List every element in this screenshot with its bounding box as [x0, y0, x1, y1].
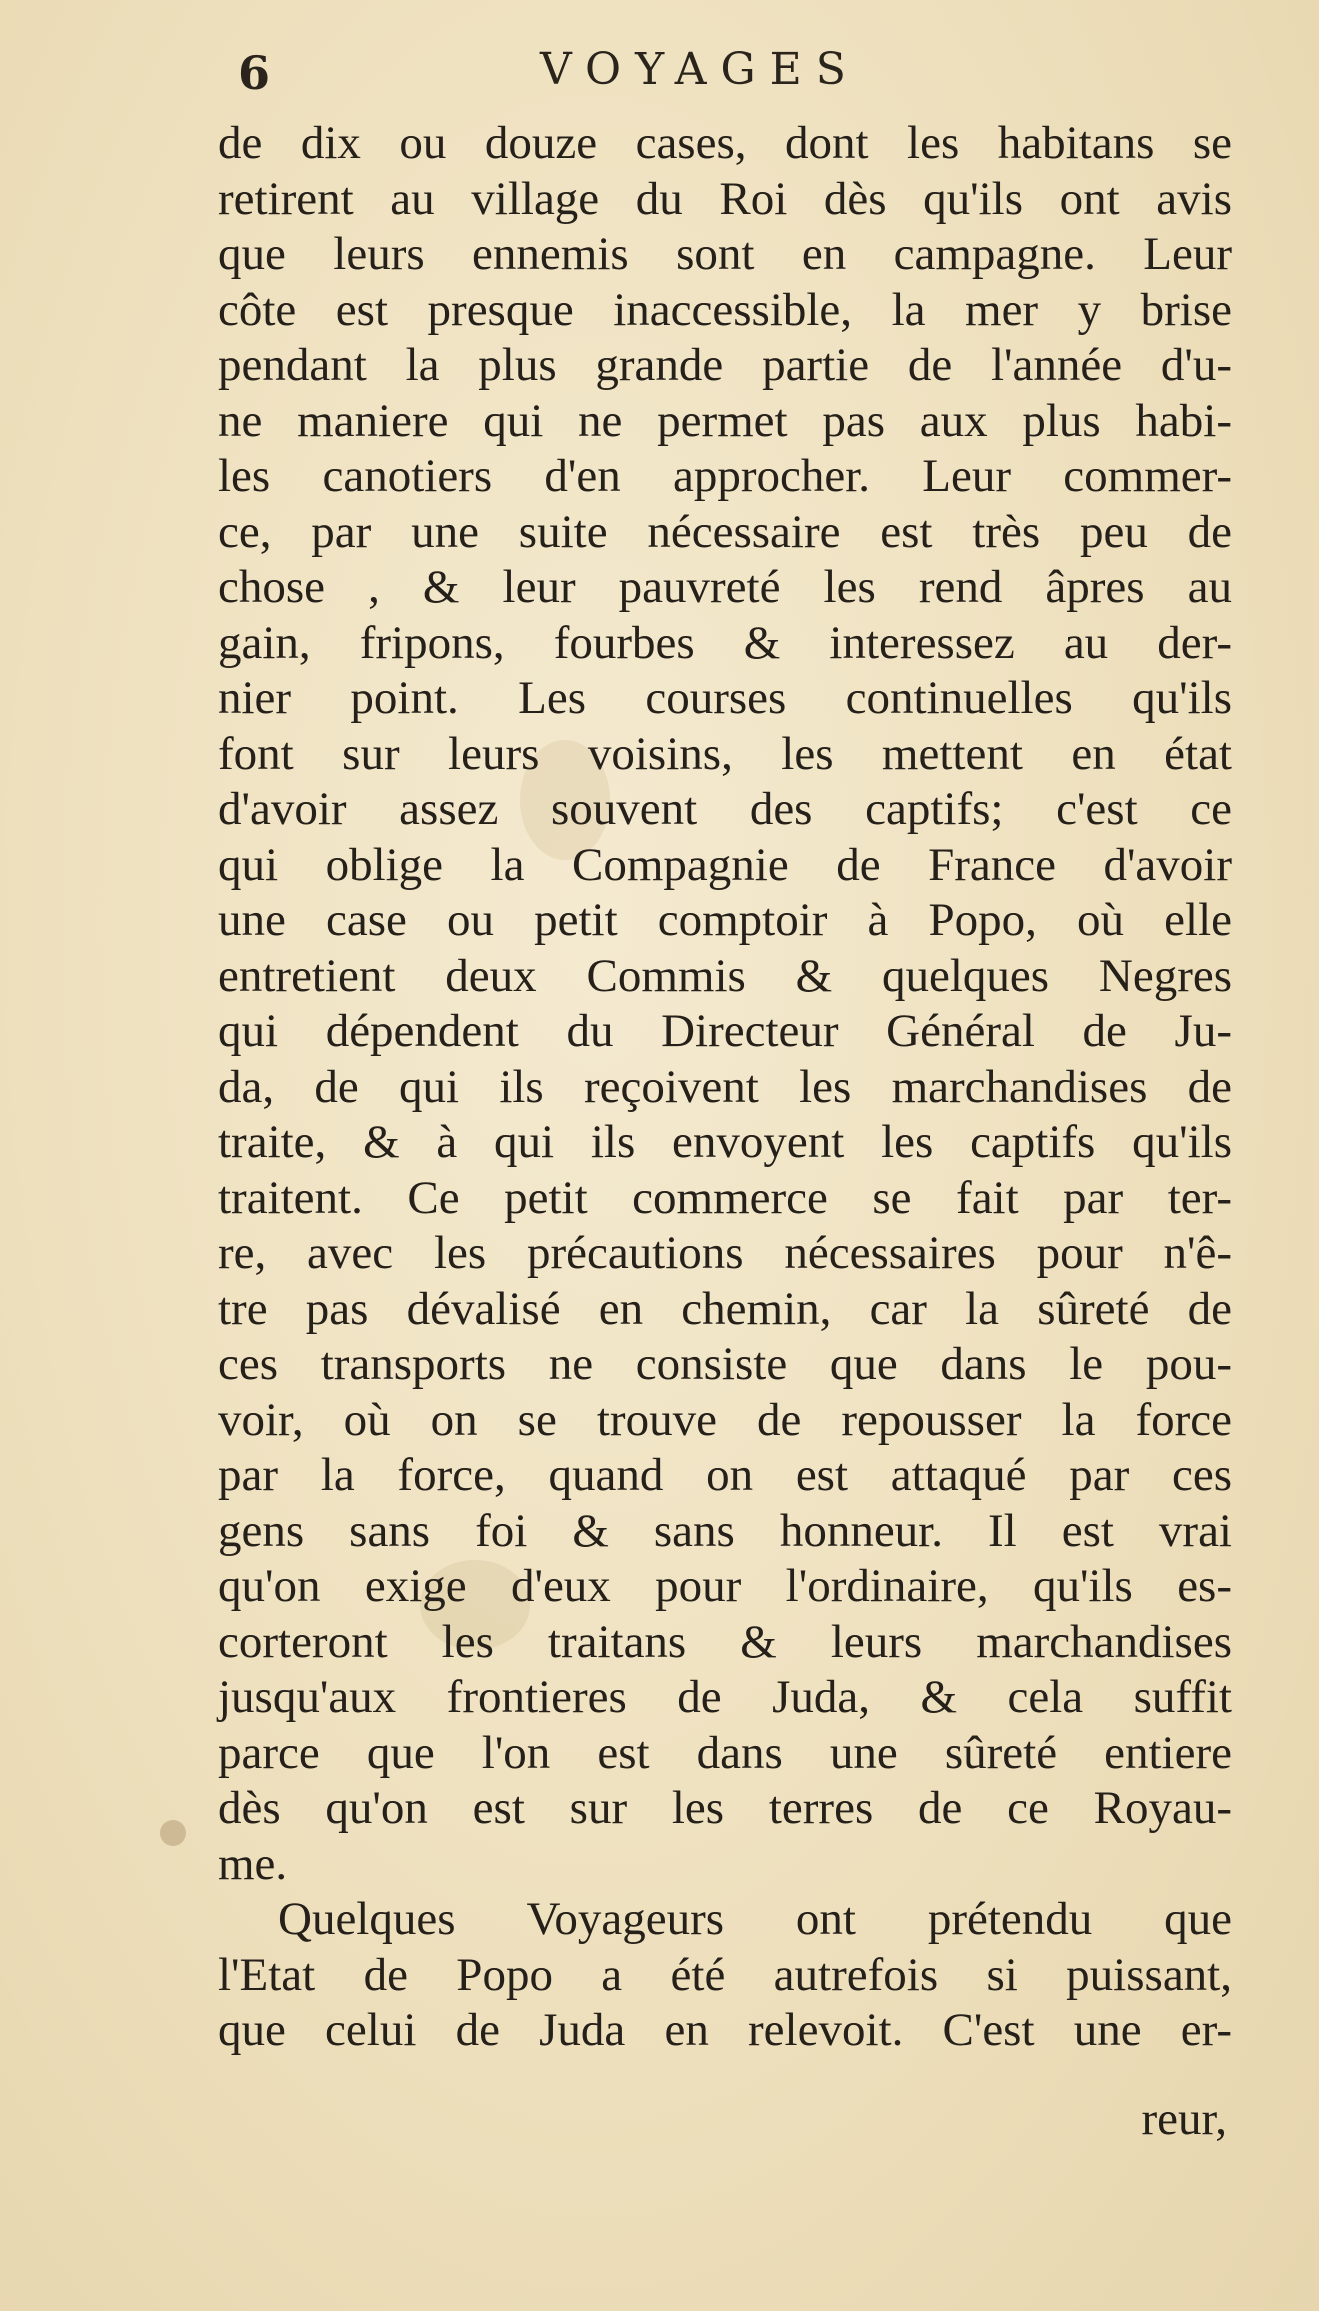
text-line: chose , & leur pauvreté les rend âpres au [218, 561, 1232, 613]
catchword: reur, [1141, 2093, 1227, 2145]
text-line: traitent. Ce petit commerce se fait par ter- [218, 1171, 1232, 1224]
text-line: me. [218, 1837, 288, 1890]
text-line: qui oblige la Compagnie de France d'avoir [218, 838, 1232, 891]
text-line: jusqu'aux frontieres de Juda, & cela suffit [218, 1671, 1232, 1723]
text-line: ne maniere qui ne permet pas aux plus habi- [218, 394, 1232, 447]
text-line: dès qu'on est sur les terres de ce Royau- [218, 1782, 1232, 1834]
page-number: 6 [238, 46, 271, 100]
text-line: ce, par une suite nécessaire est très peu de [218, 505, 1232, 558]
text-line: traite, & à qui ils envoyent les captifs qu'ils [218, 1116, 1232, 1168]
page-header [218, 42, 1218, 102]
text-line: Quelques Voyageurs ont prétendu que [278, 1893, 1232, 1945]
text-line: entretient deux Commis & quelques Negres [218, 949, 1232, 1002]
text-line: qu'on exige d'eux pour l'ordinaire, qu'ils es- [218, 1560, 1232, 1612]
text-line: gain, fripons, fourbes & interessez au der- [218, 616, 1232, 669]
text-line: l'Etat de Popo a été autrefois si puissant, [218, 1948, 1232, 2001]
text-line: nier point. Les courses continuelles qu'ils [218, 672, 1232, 724]
text-line: corteront les traitans & leurs marchandises [218, 1615, 1232, 1668]
text-line: retirent au village du Roi dès qu'ils ont avis [218, 172, 1232, 225]
text-line: côte est presque inaccessible, la mer y brise [218, 283, 1232, 336]
text-line: par la force, quand on est attaqué par ces [218, 1449, 1232, 1501]
text-line: d'avoir assez souvent des captifs; c'est ce [218, 783, 1232, 835]
text-line: pendant la plus grande partie de l'année d'u- [218, 339, 1232, 391]
text-line: que leurs ennemis sont en campagne. Leur [218, 228, 1232, 280]
text-line: font sur leurs voisins, les mettent en état [218, 727, 1232, 780]
text-line: une case ou petit comptoir à Popo, où elle [218, 894, 1232, 946]
page-stain [160, 1820, 186, 1846]
text-line: da, de qui ils reçoivent les marchandises de [218, 1060, 1232, 1113]
text-line: parce que l'on est dans une sûreté entiere [218, 1726, 1232, 1779]
text-line: de dix ou douze cases, dont les habitans se [218, 117, 1232, 169]
text-line: qui dépendent du Directeur Général de Ju- [218, 1005, 1232, 1057]
text-line: voir, où on se trouve de repousser la force [218, 1393, 1232, 1446]
paragraph [218, 116, 1232, 1892]
running-title: VOYAGES [540, 44, 860, 95]
text-line: que celui de Juda en relevoit. C'est une er- [218, 2004, 1232, 2056]
text-line: tre pas dévalisé en chemin, car la sûreté de [218, 1282, 1232, 1335]
text-line: gens sans foi & sans honneur. Il est vrai [218, 1504, 1232, 1557]
text-line: les canotiers d'en approcher. Leur commer- [218, 450, 1232, 502]
body-text [218, 116, 1232, 2059]
text-line: ces transports ne consiste que dans le pou- [218, 1338, 1232, 1390]
text-line: re, avec les précautions nécessaires pour n'ê- [218, 1227, 1232, 1279]
paragraph [218, 1892, 1232, 2059]
